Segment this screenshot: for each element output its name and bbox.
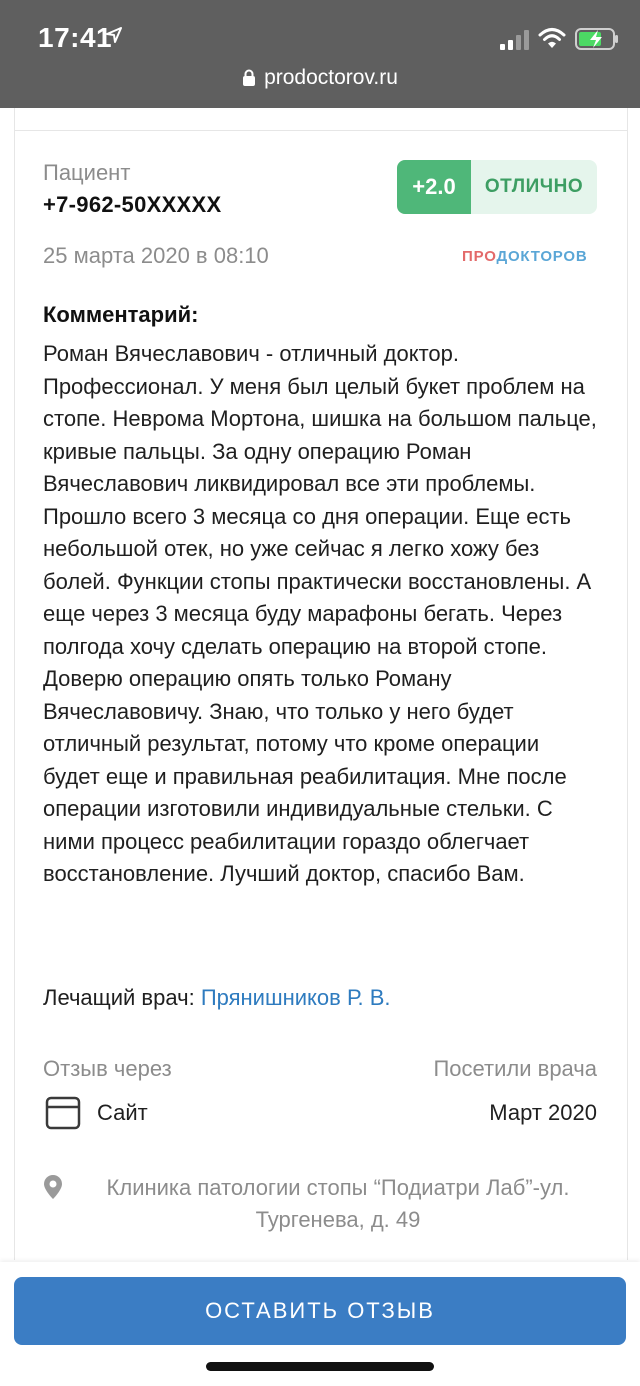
author-label: Пациент xyxy=(43,160,131,185)
lock-icon xyxy=(242,69,256,86)
status-bar xyxy=(0,0,640,108)
via-value: Сайт xyxy=(97,1100,148,1125)
rating-word: ОТЛИЧНО xyxy=(471,160,597,214)
location-pin-icon xyxy=(42,1174,64,1200)
visit-label: Посетили врача xyxy=(433,1056,597,1081)
leave-review-button[interactable]: ОСТАВИТЬ ОТЗЫВ xyxy=(14,1277,626,1345)
doctor-label: Лечащий врач: xyxy=(43,985,195,1010)
browser-window-icon xyxy=(45,1096,81,1130)
location-arrow-icon xyxy=(106,27,122,43)
battery-charging-icon xyxy=(575,28,619,50)
via-label: Отзыв через xyxy=(43,1056,172,1081)
visit-value: Март 2020 xyxy=(489,1100,597,1125)
rating-badge xyxy=(397,160,597,214)
signal-icon xyxy=(500,30,530,50)
url-text: prodoctorov.ru xyxy=(264,66,398,89)
comment-text: Роман Вячеславович - отличный доктор. Профессионал. У меня был целый букет проблем на стопе. Неврома Мортона, шишка на большом пальце, кривые пальцы. За одну операцию Роман Вячеславович ликвидировал все эти проблемы. Прошло всего 3 месяца со дня операции. Еще есть небольшой отек, но уже сейчас я легко хожу без болей. Функции стопы практически восстановлены. А еще через 3 месяца буду марафоны бегать. Через полгода хочу сделать операцию на второй стопе. Доверю операцию опять только Роману Вячеславовичу. Знаю, что только у него будет отличный результат, потому что кроме операции будет еще и правильная реабилитация. Мне после операции изготовили индивидуальные стельки. С ними процесс реабилитации гораздо облегчает восстановление. Лучший доктор, спасибо Вам. xyxy=(43,341,597,886)
wifi-icon xyxy=(538,27,566,49)
review-date: 25 марта 2020 в 08:10 xyxy=(43,243,269,268)
prodoctorov-logo xyxy=(462,248,588,265)
previous-card-bottom xyxy=(14,108,628,131)
home-indicator xyxy=(206,1362,434,1371)
status-time: 17:41 xyxy=(38,22,113,53)
treating-doctor xyxy=(43,985,391,1011)
address-bar[interactable] xyxy=(0,66,640,90)
logo-part-pro: ПРО xyxy=(462,248,497,265)
author-phone: +7-962-50XXXXX xyxy=(43,192,222,217)
clinic-address[interactable]: Клиника патологии стопы “Подиатри Лаб”-ул. Тургенева, д. 49 xyxy=(106,1175,570,1232)
comment-title: Комментарий: xyxy=(43,302,199,327)
doctor-link[interactable]: Прянишников Р. В. xyxy=(200,985,391,1010)
logo-part-doctorov: ДОКТОРОВ xyxy=(496,248,588,265)
rating-score: +2.0 xyxy=(397,160,471,214)
